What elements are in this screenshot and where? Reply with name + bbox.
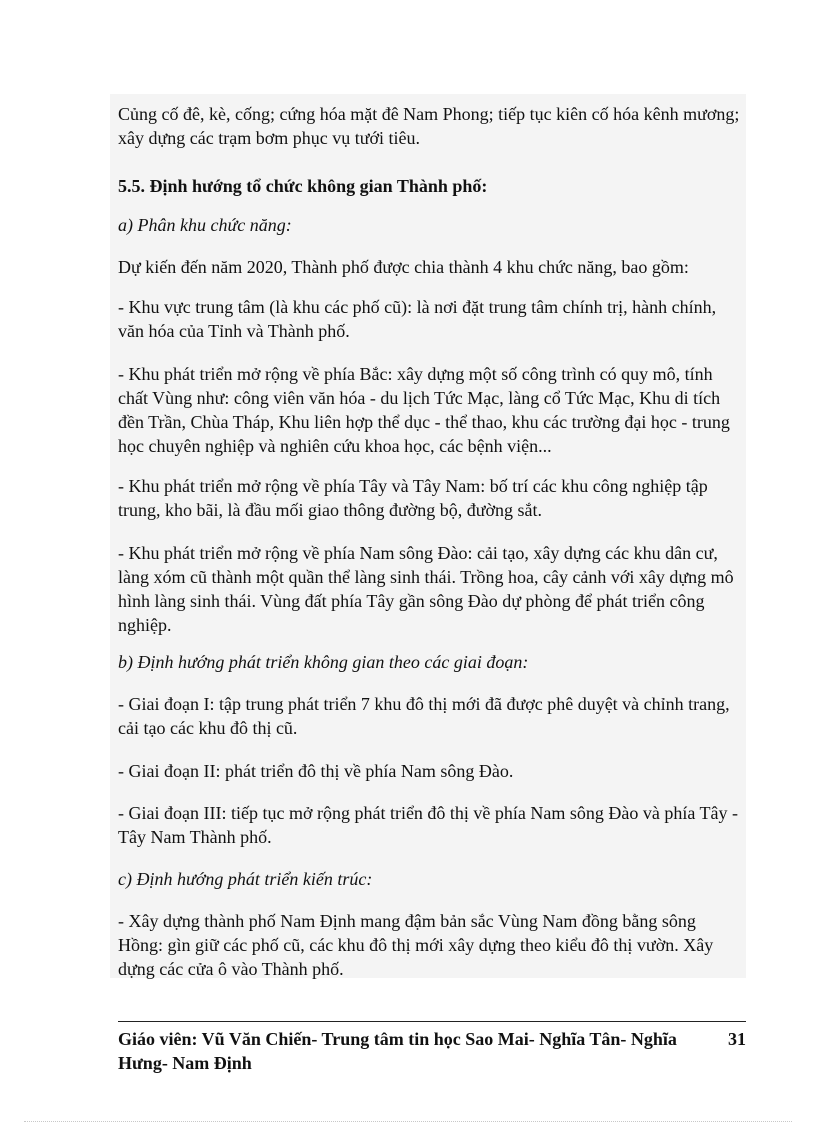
footer-divider <box>118 1021 746 1022</box>
subheading-functional-zones: a) Phân khu chức năng: <box>118 215 292 235</box>
paragraph-phase-2: - Giai đoạn II: phát triển đô thị về phía Nam sông Đào. <box>118 761 514 781</box>
paragraph-architecture: - Xây dựng thành phố Nam Định mang đậm bản sắc Vùng Nam đồng bằng sông Hồng: gìn giữ các phố cũ, các khu đô thị mới xây dựng theo kiểu đô thị vườn. Xây dựng các cửa ô vào Thành phố. <box>118 911 714 979</box>
paragraph-phase-1: - Giai đoạn I: tập trung phát triển 7 khu đô thị mới đã được phê duyệt và chỉnh trang, cải tạo các khu đô thị cũ. <box>118 694 730 738</box>
page-footer <box>118 1027 746 1075</box>
paragraph-intro-zones: Dự kiến đến năm 2020, Thành phố được chia thành 4 khu chức năng, bao gồm: <box>118 257 689 277</box>
footer-author: Giáo viên: Vũ Văn Chiến- Trung tâm tin học Sao Mai- Nghĩa Tân- Nghĩa Hưng- Nam Định <box>118 1029 677 1073</box>
page-bottom-border <box>24 1121 792 1122</box>
subheading-phases: b) Định hướng phát triển không gian theo các giai đoạn: <box>118 652 529 672</box>
paragraph-dike-works: Củng cố đê, kè, cống; cứng hóa mặt đê Nam Phong; tiếp tục kiên cố hóa kênh mương; xây dựng các trạm bơm phục vụ tưới tiêu. <box>118 104 740 148</box>
subheading-architecture: c) Định hướng phát triển kiến trúc: <box>118 869 373 889</box>
paragraph-north-zone: - Khu phát triển mở rộng về phía Bắc: xây dựng một số công trình có quy mô, tính chất Vùng như: công viên văn hóa - du lịch Tức Mạc, làng cổ Tức Mạc, Khu di tích đền Trần, Chùa Tháp, Khu liên hợp thể dục - thể thao, khu các trường đại học - trung học chuyên nghiệp và nghiên cứu khoa học, các bệnh viện... <box>118 364 730 456</box>
paragraph-phase-3: - Giai đoạn III: tiếp tục mở rộng phát triển đô thị về phía Nam sông Đào và phía Tây - Tây Nam Thành phố. <box>118 803 739 847</box>
paragraph-south-zone: - Khu phát triển mở rộng về phía Nam sông Đào: cải tạo, xây dựng các khu dân cư, làng xóm cũ thành một quần thể làng sinh thái. Trồng hoa, cây cảnh với xây dựng mô hình làng sinh thái. Vùng đất phía Tây gần sông Đào dự phòng để phát triển công nghiệp. <box>118 543 734 635</box>
paragraph-central-zone: - Khu vực trung tâm (là khu các phố cũ): là nơi đặt trung tâm chính trị, hành chính, văn hóa của Tỉnh và Thành phố. <box>118 297 717 341</box>
paragraph-west-zone: - Khu phát triển mở rộng về phía Tây và Tây Nam: bố trí các khu công nghiệp tập trung, kho bãi, là đầu mối giao thông đường bộ, đường sắt. <box>118 476 708 520</box>
section-heading: 5.5. Định hướng tổ chức không gian Thành phố: <box>118 176 488 196</box>
page-number: 31 <box>728 1029 746 1049</box>
